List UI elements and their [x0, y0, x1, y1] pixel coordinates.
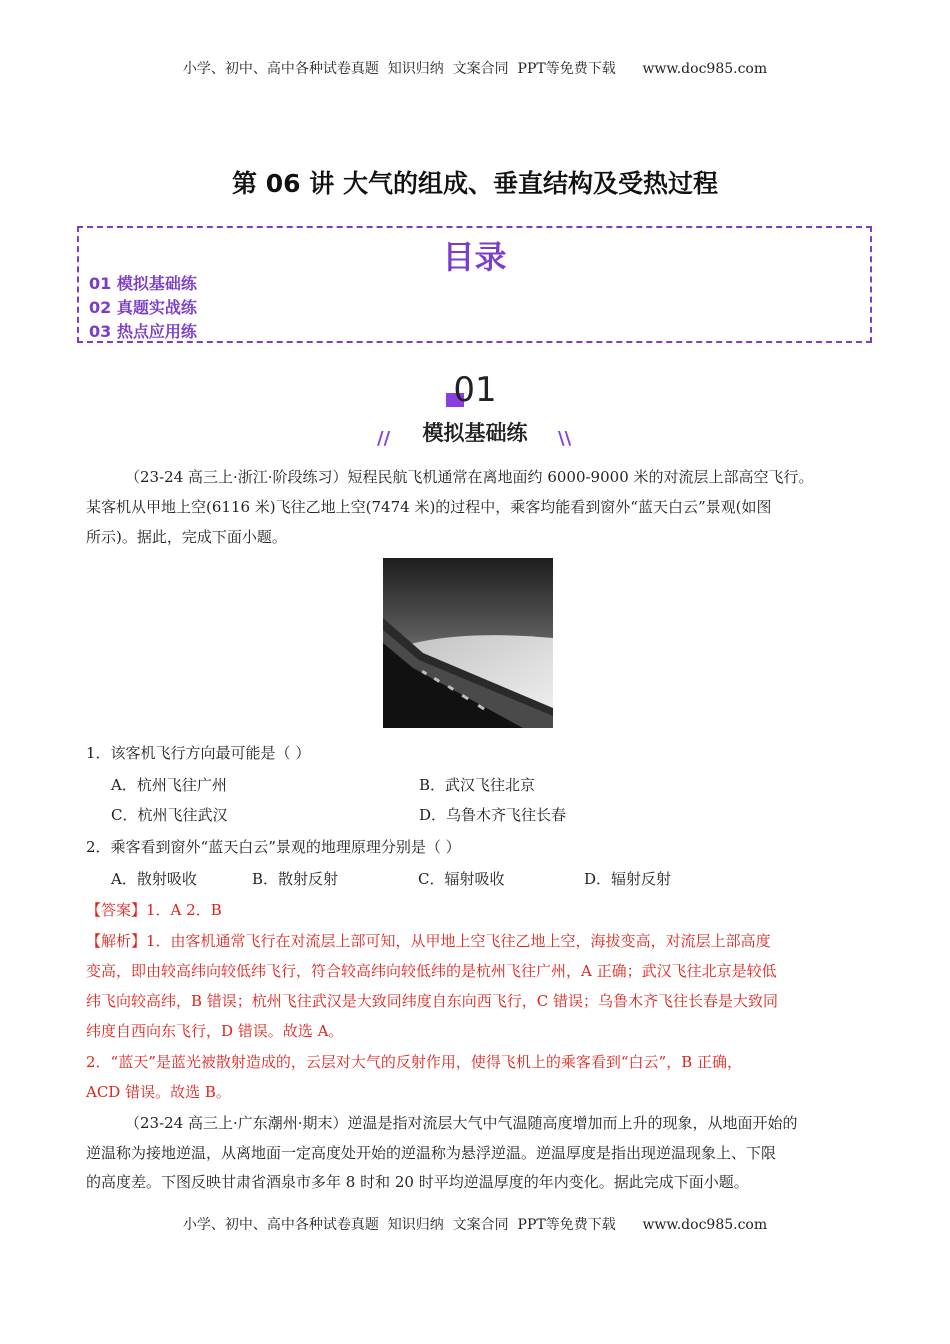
analysis-line-3: 纬飞向较高纬，B 错误；杭州飞往武汉是大致同纬度自东向西飞行，C 错误；乌鲁木齐飞往长春是大致同 — [86, 992, 779, 1010]
intro2-line-1: （23-24 高三上·广东潮州·期末）逆温是指对流层大气中气温随高度增加而上升的现象，从地面开始的 — [125, 1114, 798, 1132]
intro1-line-1: （23-24 高三上·浙江·阶段练习）短程民航飞机通常在离地面约 6000-9000 米的对流层上部高空飞行。 — [125, 468, 814, 486]
q1-option-d[interactable]: D．乌鲁木齐飞往长春 — [419, 806, 567, 824]
lesson-title: 第 06 讲 大气的组成、垂直结构及受热过程 — [232, 169, 718, 198]
analysis-label: 【解析】 — [86, 932, 147, 950]
intro2-line-2: 逆温称为接地逆温，从离地面一定高度处开始的逆温称为悬浮逆温。逆温厚度是指出现逆温现象上、下限 — [86, 1144, 777, 1162]
analysis-line-4: 纬度自西向东飞行，D 错误。故选 A。 — [86, 1022, 344, 1040]
table-of-contents — [77, 226, 872, 343]
intro1-line-2: 某客机从甲地上空(6116 米)飞往乙地上空(7474 米)的过程中，乘客均能看到窗外“蓝天白云”景观(如图 — [86, 498, 772, 516]
analysis-line-6: ACD 错误。故选 B。 — [86, 1083, 231, 1101]
analysis-line-2: 变高，即由较高纬向较低纬飞行，符合较高纬向较低纬的是杭州飞往广州，A 正确；武汉飞往北京是较低 — [86, 962, 777, 980]
q1-option-c[interactable]: C．杭州飞往武汉 — [111, 806, 228, 824]
q2-option-b[interactable]: B．散射反射 — [252, 870, 339, 888]
section-number: 01 — [453, 370, 497, 410]
toc-item-1[interactable]: 01 模拟基础练 — [89, 274, 197, 293]
q2-option-d[interactable]: D．辐射反射 — [584, 870, 672, 888]
section-right-slashes: \\ — [558, 428, 572, 449]
analysis-text-1: 1．由客机通常飞行在对流层上部可知，从甲地上空飞往乙地上空，海拔变高，对流层上部高度 — [146, 932, 771, 950]
analysis-line-1 — [86, 926, 771, 956]
airplane-window-photo — [383, 558, 553, 728]
q1-option-a[interactable]: A．杭州飞往广州 — [111, 776, 227, 794]
toc-item-3[interactable]: 03 热点应用练 — [89, 322, 197, 341]
section-left-slashes: // — [377, 428, 391, 449]
answer-text: 1．A 2．B — [146, 901, 222, 919]
intro2-line-3: 的高度差。下图反映甘肃省酒泉市多年 8 时和 20 时平均逆温厚度的年内变化。据此完成下面小题。 — [86, 1173, 749, 1191]
answer-line — [86, 895, 222, 925]
page-footer: 小学、初中、高中各种试卷真题 知识归纳 文案合同 PPT等免费下载 www.doc985.com — [182, 1217, 768, 1233]
analysis-line-5: 2．“蓝天”是蓝光被散射造成的，云层对大气的反射作用，使得飞机上的乘客看到“白云”，B 正确， — [86, 1053, 743, 1071]
q1-option-b[interactable]: B．武汉飞往北京 — [419, 776, 536, 794]
question-2-stem: 2．乘客看到窗外“蓝天白云”景观的地理原理分别是（ ） — [86, 838, 461, 856]
page-header: 小学、初中、高中各种试卷真题 知识归纳 文案合同 PPT等免费下载 www.doc985.com — [182, 61, 768, 77]
answer-label: 【答案】 — [86, 901, 147, 919]
section-name: 模拟基础练 — [422, 421, 528, 445]
q2-option-a[interactable]: A．散射吸收 — [111, 870, 197, 888]
intro1-line-3: 所示)。据此，完成下面小题。 — [86, 528, 287, 546]
q2-option-c[interactable]: C．辐射吸收 — [418, 870, 505, 888]
toc-heading: 目录 — [442, 238, 507, 276]
question-1-stem: 1．该客机飞行方向最可能是（ ） — [86, 744, 311, 762]
toc-item-2[interactable]: 02 真题实战练 — [89, 298, 197, 317]
